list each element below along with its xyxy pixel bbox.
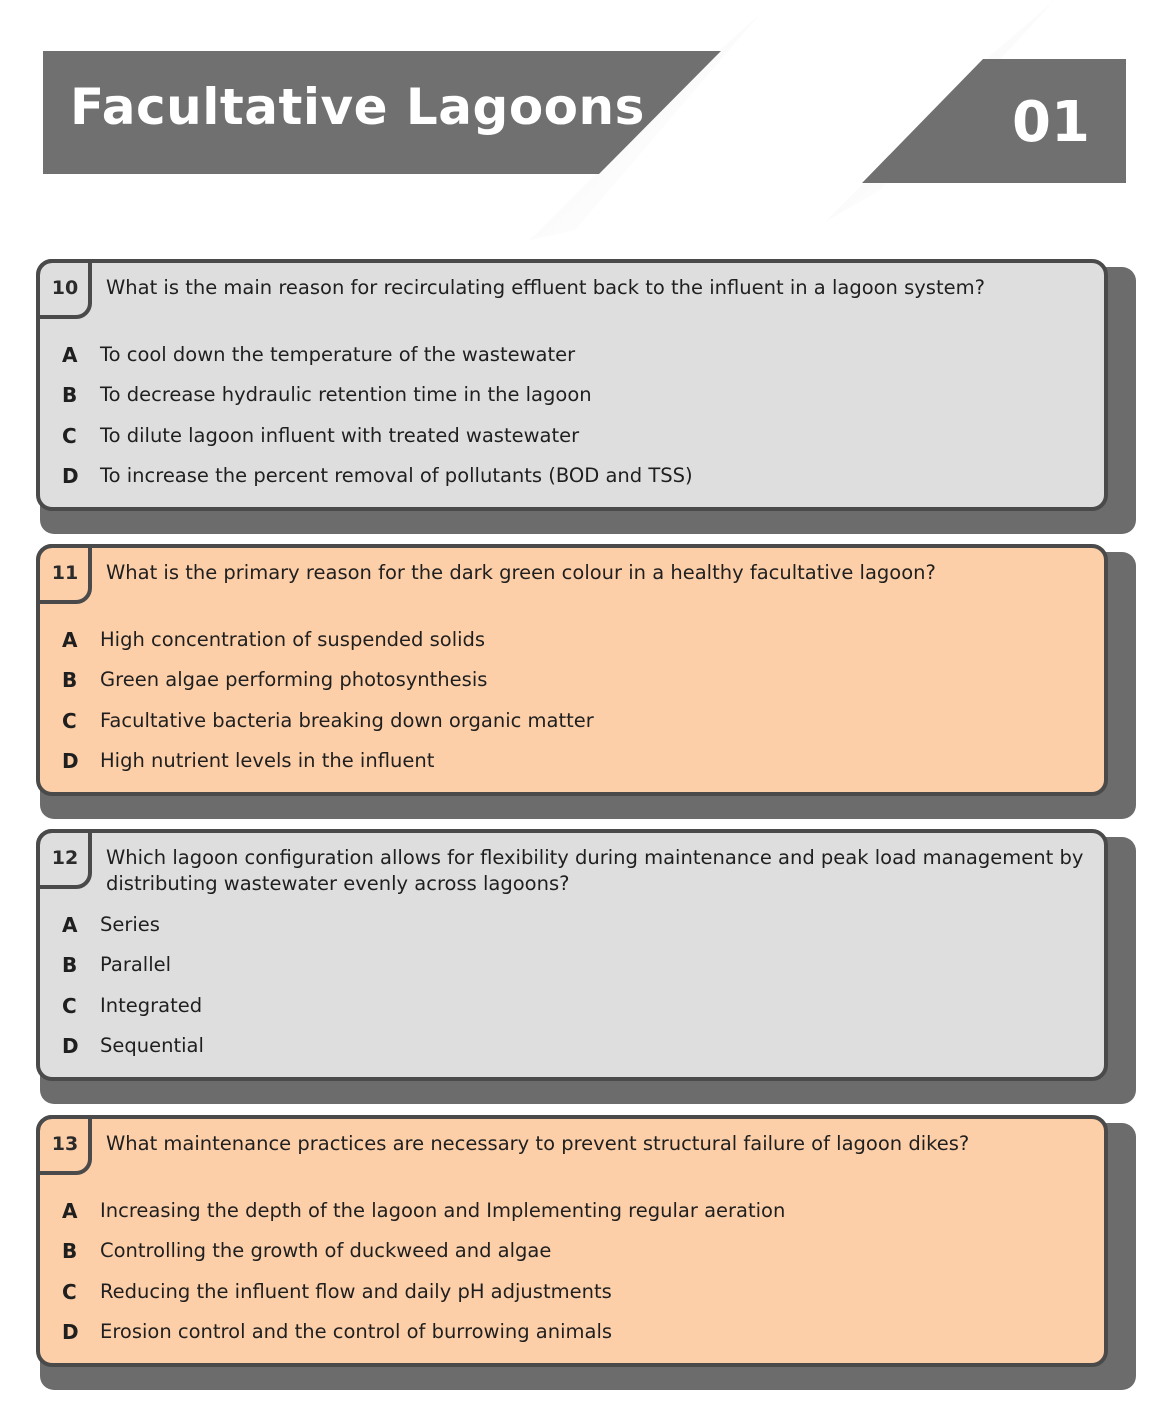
option-text: Sequential [100, 1034, 204, 1057]
answer-option-d[interactable] [62, 462, 1082, 492]
option-text: High concentration of suspended solids [100, 628, 486, 651]
option-letter: C [62, 1280, 77, 1304]
option-text: Facultative bacteria breaking down organic matter [100, 709, 594, 732]
option-text: To decrease hydraulic retention time in the lagoon [100, 383, 592, 406]
option-text: Erosion control and the control of burrowing animals [100, 1320, 613, 1343]
answer-option-a[interactable] [62, 911, 1082, 941]
option-letter: C [62, 994, 77, 1018]
option-letter: D [62, 464, 79, 488]
question-number-tab [36, 259, 92, 319]
option-text: Series [100, 913, 160, 936]
question-text: What is the primary reason for the dark green colour in a healthy facultative lagoon? [106, 561, 936, 584]
answer-option-b[interactable] [62, 381, 1082, 411]
answer-option-a[interactable] [62, 1197, 1082, 1227]
option-text: To cool down the temperature of the wastewater [100, 343, 576, 366]
question-text: What is the main reason for recirculating effluent back to the influent in a lagoon system? [106, 276, 985, 299]
answer-option-b[interactable] [62, 1237, 1082, 1267]
answer-option-a[interactable] [62, 341, 1082, 371]
answer-option-d[interactable] [62, 1318, 1082, 1348]
question-number: 10 [51, 277, 79, 299]
question-number-tab [36, 1115, 92, 1175]
question-panel [36, 1115, 1108, 1367]
option-letter: A [62, 1199, 78, 1223]
option-text: Reducing the influent flow and daily pH adjustments [100, 1280, 612, 1303]
option-letter: B [62, 1239, 78, 1263]
option-letter: B [62, 668, 78, 692]
question-panel [36, 829, 1108, 1081]
option-text: To dilute lagoon influent with treated wastewater [100, 424, 580, 447]
option-text: Green algae performing photosynthesis [100, 668, 488, 691]
option-text: Parallel [100, 953, 172, 976]
question-number-tab [36, 829, 92, 889]
question-panel [36, 259, 1108, 511]
question-text: Which lagoon configuration allows for flexibility during maintenance and peak load management by distributing wastewater evenly across lagoons? [106, 846, 1084, 895]
answer-option-d[interactable] [62, 1032, 1082, 1062]
option-text: Integrated [100, 994, 203, 1017]
answer-option-c[interactable] [62, 992, 1082, 1022]
option-letter: C [62, 424, 77, 448]
option-letter: A [62, 913, 78, 937]
question-card [36, 829, 1136, 1104]
answer-option-c[interactable] [62, 1278, 1082, 1308]
page-number: 01 [1012, 90, 1090, 155]
question-number: 11 [51, 562, 79, 584]
option-letter: A [62, 343, 78, 367]
option-text: Controlling the growth of duckweed and algae [100, 1239, 552, 1262]
page-title: Facultative Lagoons [70, 78, 645, 136]
option-text: To increase the percent removal of pollutants (BOD and TSS) [100, 464, 693, 487]
question-number-tab [36, 544, 92, 604]
option-letter: D [62, 1320, 79, 1344]
question-card [36, 544, 1136, 819]
question-number: 12 [51, 847, 79, 869]
option-letter: B [62, 953, 78, 977]
option-text: High nutrient levels in the influent [100, 749, 435, 772]
question-text: What maintenance practices are necessary to prevent structural failure of lagoon dikes? [106, 1132, 970, 1155]
option-letter: A [62, 628, 78, 652]
question-number: 13 [51, 1133, 79, 1155]
question-card [36, 259, 1136, 534]
option-text: Increasing the depth of the lagoon and Implementing regular aeration [100, 1199, 786, 1222]
answer-option-b[interactable] [62, 951, 1082, 981]
option-letter: B [62, 383, 78, 407]
option-letter: C [62, 709, 77, 733]
answer-option-b[interactable] [62, 666, 1082, 696]
question-panel [36, 544, 1108, 796]
answer-option-d[interactable] [62, 747, 1082, 777]
answer-option-a[interactable] [62, 626, 1082, 656]
option-letter: D [62, 749, 79, 773]
question-card [36, 1115, 1136, 1390]
option-letter: D [62, 1034, 79, 1058]
answer-option-c[interactable] [62, 422, 1082, 452]
answer-option-c[interactable] [62, 707, 1082, 737]
